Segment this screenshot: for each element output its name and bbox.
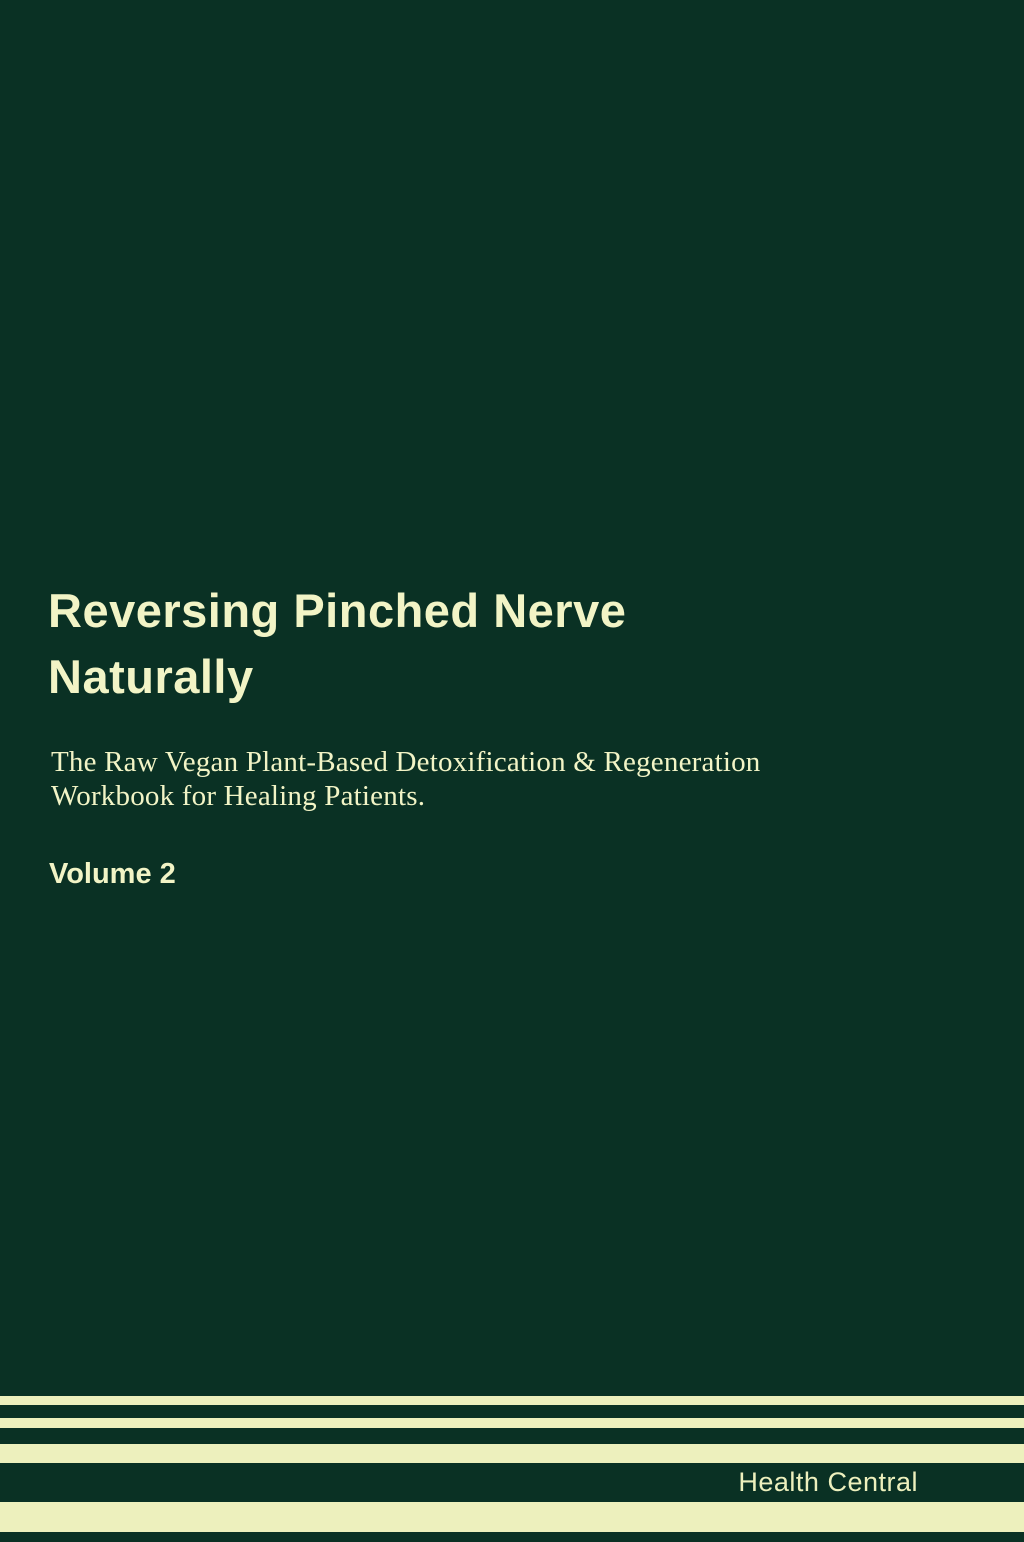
book-subtitle-line-2: Workbook for Healing Patients. <box>51 780 426 812</box>
footer-stripe-thick <box>0 1502 1024 1532</box>
book-title-line-2: Naturally <box>48 650 254 703</box>
book-subtitle-line-1: The Raw Vegan Plant-Based Detoxification & Regeneration <box>51 746 761 778</box>
volume-label: Volume 2 <box>49 858 176 890</box>
book-title-line-1: Reversing Pinched Nerve <box>48 584 627 637</box>
footer-stripe-thin-1 <box>0 1396 1024 1405</box>
footer-stripe-medium <box>0 1444 1024 1463</box>
footer-stripe-thin-2 <box>0 1418 1024 1428</box>
publisher-name: Health Central <box>738 1467 918 1497</box>
publisher-band <box>0 1463 1024 1502</box>
book-title <box>48 578 626 710</box>
book-subtitle <box>51 745 761 813</box>
